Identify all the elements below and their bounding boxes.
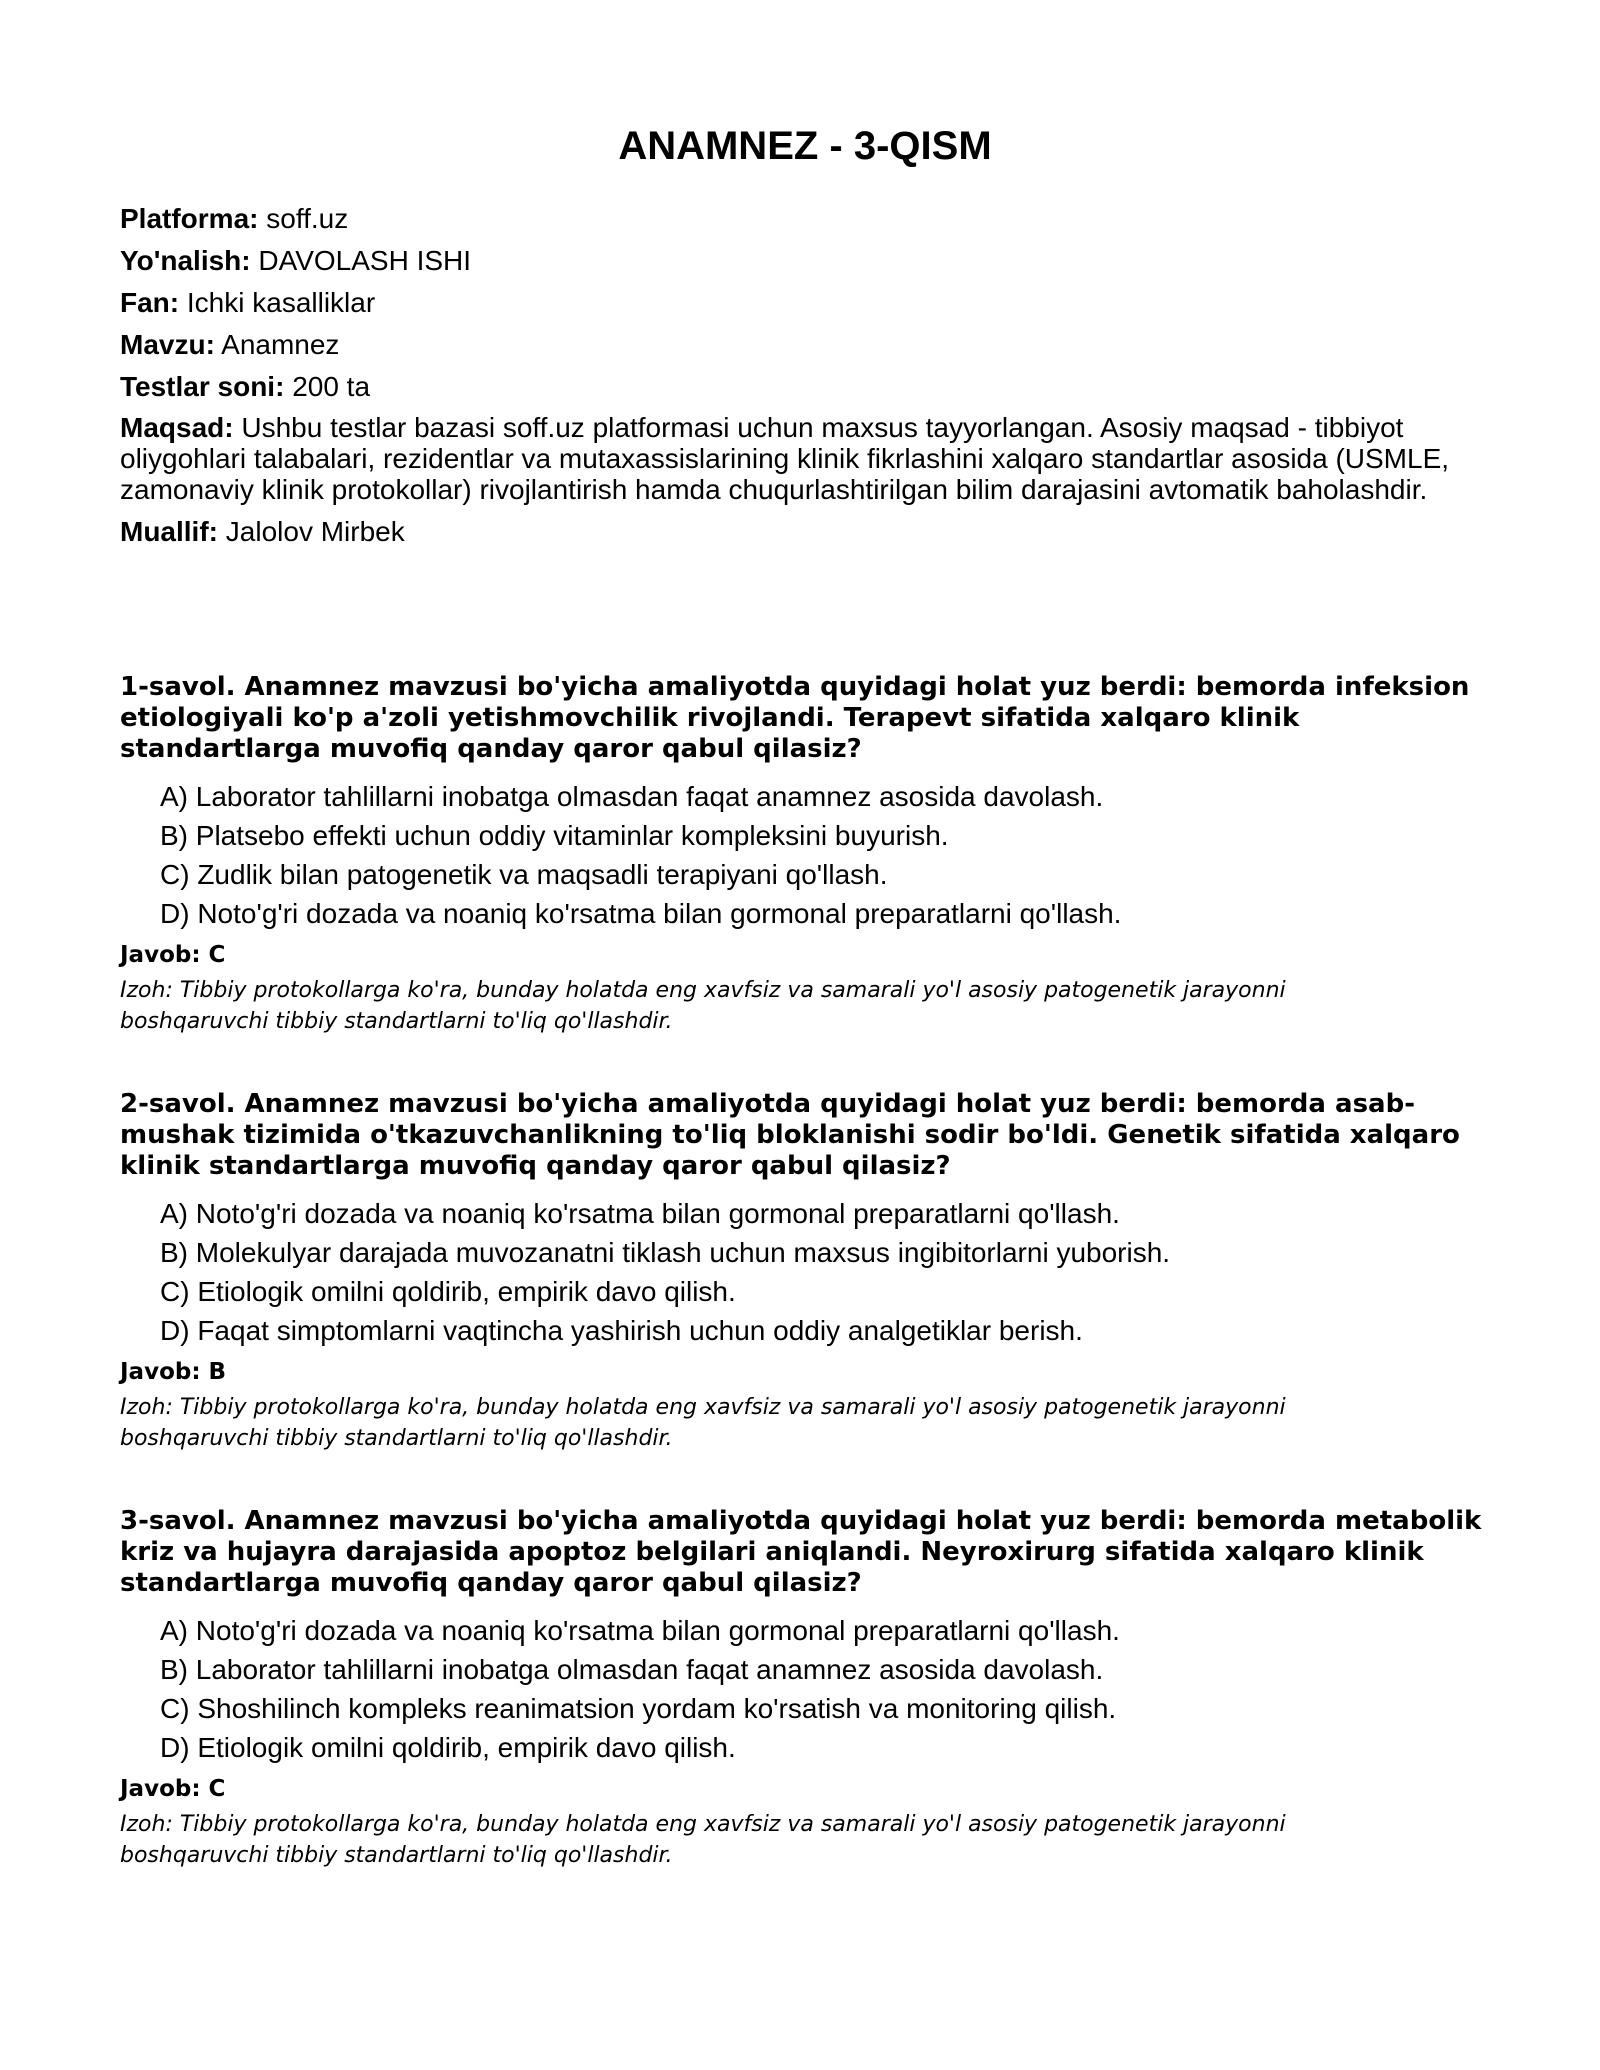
question-text: 1-savol. Anamnez mavzusi bo'yicha amaliyotda quyidagi holat yuz berdi: bemorda infeksion etiologiyali ko'p a'zoli yetishmovchilik rivojlandi. Terapevt sifatida xalqaro klinik standartlarga muvofiq qanday qaror qabul qilasiz? — [120, 672, 1470, 764]
meta-value: 200 ta — [292, 371, 371, 402]
question-2 — [120, 1089, 1490, 1454]
option-a: A) Noto'g'ri dozada va noaniq ko'rsatma bilan gormonal preparatlarni qo'llash. — [160, 1615, 1120, 1646]
meta-value: Jalolov Mirbek — [225, 516, 405, 547]
option-b: B) Laborator tahlillarni inobatga olmasdan faqat anamnez asosida davolash. — [160, 1654, 1104, 1685]
option-d: D) Etiologik omilni qoldirib, empirik davo qilish. — [160, 1732, 736, 1763]
meta-direction — [120, 244, 1490, 277]
question-list — [120, 672, 1490, 1923]
option-b: B) Molekulyar darajada muvozanatni tiklash uchun maxsus ingibitorlarni yuborish. — [160, 1237, 1171, 1268]
meta-value: Ichki kasalliklar — [186, 287, 376, 318]
option-c: C) Zudlik bilan patogenetik va maqsadli terapiyani qo'llash. — [160, 859, 888, 890]
meta-author — [120, 515, 1490, 548]
meta-value: soff.uz — [266, 203, 349, 234]
question-3 — [120, 1506, 1490, 1871]
meta-goal — [120, 412, 1490, 505]
answer: Javob: C — [120, 942, 226, 968]
option-d: D) Faqat simptomlarni vaqtincha yashirish uchun oddiy analgetiklar berish. — [160, 1315, 1083, 1346]
meta-value: Ushbu testlar bazasi soff.uz platformasi uchun maxsus tayyorlangan. Asosiy maqsad - tibbiyot oliygohlari talabalari, rezidentlar va mutaxassislarining klinik fikrlashini xalqaro standartlar asosida (USMLE, zamonaviy klinik protokollar) rivojlantirish hamda chuqurlashtirilgan bilim darajasini avtomatik baholashdir. — [120, 412, 1450, 505]
option-b: B) Platsebo effekti uchun oddiy vitaminlar kompleksini buyurish. — [160, 820, 949, 851]
question-text: 3-savol. Anamnez mavzusi bo'yicha amaliyotda quyidagi holat yuz berdi: bemorda metabolik kriz va hujayra darajasida apoptoz belgilari aniqlandi. Neyroxirurg sifatida xalqaro klinik standartlarga muvofiq qanday qaror qabul qilasiz? — [120, 1506, 1482, 1598]
meta-label: Yo'nalish: — [120, 245, 251, 276]
option-a: A) Noto'g'ri dozada va noaniq ko'rsatma bilan gormonal preparatlarni qo'llash. — [160, 1198, 1120, 1229]
meta-platform — [120, 202, 1490, 235]
option-list — [120, 777, 1490, 933]
option-c: C) Etiologik omilni qoldirib, empirik davo qilish. — [160, 1276, 736, 1307]
meta-label: Maqsad: — [120, 412, 234, 443]
explanation-note: Izoh: Tibbiy protokollarga ko'ra, bunday holatda eng xavfsiz va samarali yo'l asosiy patogenetik jarayonni boshqaruvchi tibbiy standartlarni to'liq qo'llashdir. — [120, 1395, 1286, 1451]
document-meta — [120, 202, 1490, 557]
question-text: 2-savol. Anamnez mavzusi bo'yicha amaliyotda quyidagi holat yuz berdi: bemorda asab-mushak tizimida o'tkazuvchanlikning to'liq bloklanishi sodir bo'ldi. Genetik sifatida xalqaro klinik standartlarga muvofiq qanday qaror qabul qilasiz? — [120, 1089, 1460, 1181]
question-1 — [120, 672, 1490, 1037]
meta-value: Anamnez — [221, 329, 340, 360]
option-list — [120, 1611, 1490, 1767]
answer: Javob: B — [120, 1359, 227, 1385]
explanation-note: Izoh: Tibbiy protokollarga ko'ra, bunday holatda eng xavfsiz va samarali yo'l asosiy patogenetik jarayonni boshqaruvchi tibbiy standartlarni to'liq qo'llashdir. — [120, 1812, 1286, 1868]
meta-subject — [120, 286, 1490, 319]
document-title: ANAMNEZ - 3-QISM — [618, 124, 992, 168]
explanation-note: Izoh: Tibbiy protokollarga ko'ra, bunday holatda eng xavfsiz va samarali yo'l asosiy patogenetik jarayonni boshqaruvchi tibbiy standartlarni to'liq qo'llashdir. — [120, 978, 1286, 1034]
meta-test-count — [120, 370, 1490, 403]
option-a: A) Laborator tahlillarni inobatga olmasdan faqat anamnez asosida davolash. — [160, 781, 1104, 812]
option-c: C) Shoshilinch kompleks reanimatsion yordam ko'rsatish va monitoring qilish. — [160, 1693, 1117, 1724]
option-list — [120, 1194, 1490, 1350]
option-d: D) Noto'g'ri dozada va noaniq ko'rsatma bilan gormonal preparatlarni qo'llash. — [160, 898, 1122, 929]
meta-label: Testlar soni: — [120, 371, 285, 402]
meta-topic — [120, 328, 1490, 361]
answer: Javob: C — [120, 1776, 226, 1802]
meta-label: Muallif: — [120, 516, 218, 547]
meta-label: Mavzu: — [120, 329, 215, 360]
meta-label: Platforma: — [120, 203, 259, 234]
meta-value: DAVOLASH ISHI — [258, 245, 472, 276]
meta-label: Fan: — [120, 287, 180, 318]
